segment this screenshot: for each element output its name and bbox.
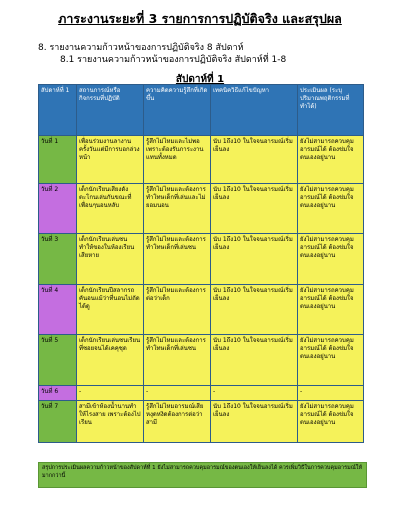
feeling-cell: รู้สึกไม่ไหมและไม่พอเพราะต้องรับภาระงานแทนทั้งหมด xyxy=(144,136,211,184)
activity-cell: เด็กนักเรียนเล่นซน ทำให้ของในห้องเรียนเสียหาย xyxy=(77,234,144,285)
technique-cell: นับ 1ถึง10 ในใจจนอารมณ์เริ่มเย็นลง xyxy=(211,136,298,184)
table-row xyxy=(39,136,364,184)
header-feeling: ความคิดความรู้สึกที่เกิดขึ้น xyxy=(144,85,211,136)
technique-cell: - xyxy=(211,386,298,401)
result-cell: ยังไม่สามารถควบคุมอารมณ์ได้ ต้องข่มใจตนเองอยู่นาน xyxy=(298,234,364,285)
activity-cell: - xyxy=(77,386,144,401)
feeling-cell: รู้สึกไม่ไหมและต้องการทำโทษเด็กที่เล่นและไม่ยอมนอน xyxy=(144,184,211,234)
day-cell: วันที่ 1 xyxy=(39,136,77,184)
technique-cell: นับ 1ถึง10 ในใจจนอารมณ์เริ่มเย็นลง xyxy=(211,234,298,285)
result-cell: ยังไม่สามารถควบคุมอารมณ์ได้ ต้องข่มใจตนเองอยู่นาน xyxy=(298,401,364,443)
week-title: สัปดาห์ที่ 1 xyxy=(175,74,225,85)
feeling-cell: รู้สึกไม่ไหมและต้องการต่อว่าเด็ก xyxy=(144,285,211,335)
table-row xyxy=(39,335,364,386)
activity-cell: เด็กนักเรียนปีสลากรถคันอนแม้ว่าที่นอนไม่ถัดได้ดู xyxy=(77,285,144,335)
day-cell: วันที่ 7 xyxy=(39,401,77,443)
technique-cell: นับ 1ถึง10 ในใจจนอารมณ์เริ่มเย็นลง xyxy=(211,184,298,234)
activity-cell: เด็กนักเรียนเสียงดัง ตะโกนเล่นกันขณะที่เพื่อนๆนอนหลับ xyxy=(77,184,144,234)
week-summary: สรุปการประเมินผลความก้าวหน้าของสัปดาห์ที่ 1 ยังไม่สามารถควบคุมอารมณ์ของตนเองให้เย็นลงได้ ควรเพิ่มวิธีในการควบคุมอารมณ์ให้มากกว่านี้ xyxy=(38,462,367,488)
header-week: สัปดาห์ที่ 1 xyxy=(39,85,77,136)
technique-cell: นับ 1ถึง10 ในใจจนอารมณ์เริ่มเย็นลง xyxy=(211,285,298,335)
technique-cell: นับ 1ถึง10 ในใจจนอารมณ์เริ่มเย็นลง xyxy=(211,335,298,386)
activity-cell: เด็กนักเรียนเล่นซนเรียนที่ซอยจนได้เคคุชุด xyxy=(77,335,144,386)
header-activity: สถานการณ์หรือกิจกรรมที่ปฏิบัติ xyxy=(77,85,144,136)
technique-cell: นับ 1ถึง10 ในใจจนอารมณ์เริ่มเย็นลง xyxy=(211,401,298,443)
table-row xyxy=(39,234,364,285)
header-result: ประเมินผล (ระบุปริมาณพฤติกรรมที่ทำได้) xyxy=(298,85,364,136)
table-row xyxy=(39,386,364,401)
day-cell: วันที่ 6 xyxy=(39,386,77,401)
feeling-cell: - xyxy=(144,386,211,401)
section-8-1-heading: 8.1 รายงานความก้าวหน้าของการปฏิบัติจริง สัปดาห์ที่ 1-8 xyxy=(60,55,287,65)
header-technique: เทคนิควิธีแก้ไขปัญหา xyxy=(211,85,298,136)
result-cell: - xyxy=(298,386,364,401)
feeling-cell: รู้สึกไม่ไหมอารมณ์เสียหงุดหงิดต้องการต่อว่าสามี xyxy=(144,401,211,443)
day-cell: วันที่ 5 xyxy=(39,335,77,386)
feeling-cell: รู้สึกไม่ไหมและต้องการทำโทษเด็กที่เล่นซน xyxy=(144,234,211,285)
section-8-heading: 8. รายงานความก้าวหน้าของการปฏิบัติจริง 8 สัปดาห์ xyxy=(38,43,244,53)
result-cell: ยังไม่สามารถควบคุมอารมณ์ได้ ต้องข่มใจตนเองอยู่นาน xyxy=(298,335,364,386)
table-header-row xyxy=(39,85,364,136)
day-cell: วันที่ 3 xyxy=(39,234,77,285)
day-cell: วันที่ 2 xyxy=(39,184,77,234)
result-cell: ยังไม่สามารถควบคุมอารมณ์ได้ ต้องข่มใจตนเองอยู่นาน xyxy=(298,285,364,335)
document-title: ภาระงานระยะที่ 3 รายการการปฏิบัติจริง และสรุปผล xyxy=(58,11,342,26)
progress-table xyxy=(38,84,364,443)
activity-cell: สามีเข้าห้องน้ำนานทำให้ไรงสาย เพราะต้องไปเรียน xyxy=(77,401,144,443)
activity-cell: เพื่อนร่วมงานลางานครั้งวันแต่มีการบอกล่วงหน้า xyxy=(77,136,144,184)
result-cell: ยังไม่สามารถควบคุมอารมณ์ได้ ต้องข่มใจตนเองอยู่นาน xyxy=(298,136,364,184)
result-cell: ยังไม่สามารถควบคุมอารมณ์ได้ ต้องข่มใจตนเองอยู่นาน xyxy=(298,184,364,234)
feeling-cell: รู้สึกไม่ไหมและต้องการทำโทษเด็กที่เล่นซน xyxy=(144,335,211,386)
day-cell: วันที่ 4 xyxy=(39,285,77,335)
table-row xyxy=(39,285,364,335)
table-row xyxy=(39,184,364,234)
table-row xyxy=(39,401,364,443)
